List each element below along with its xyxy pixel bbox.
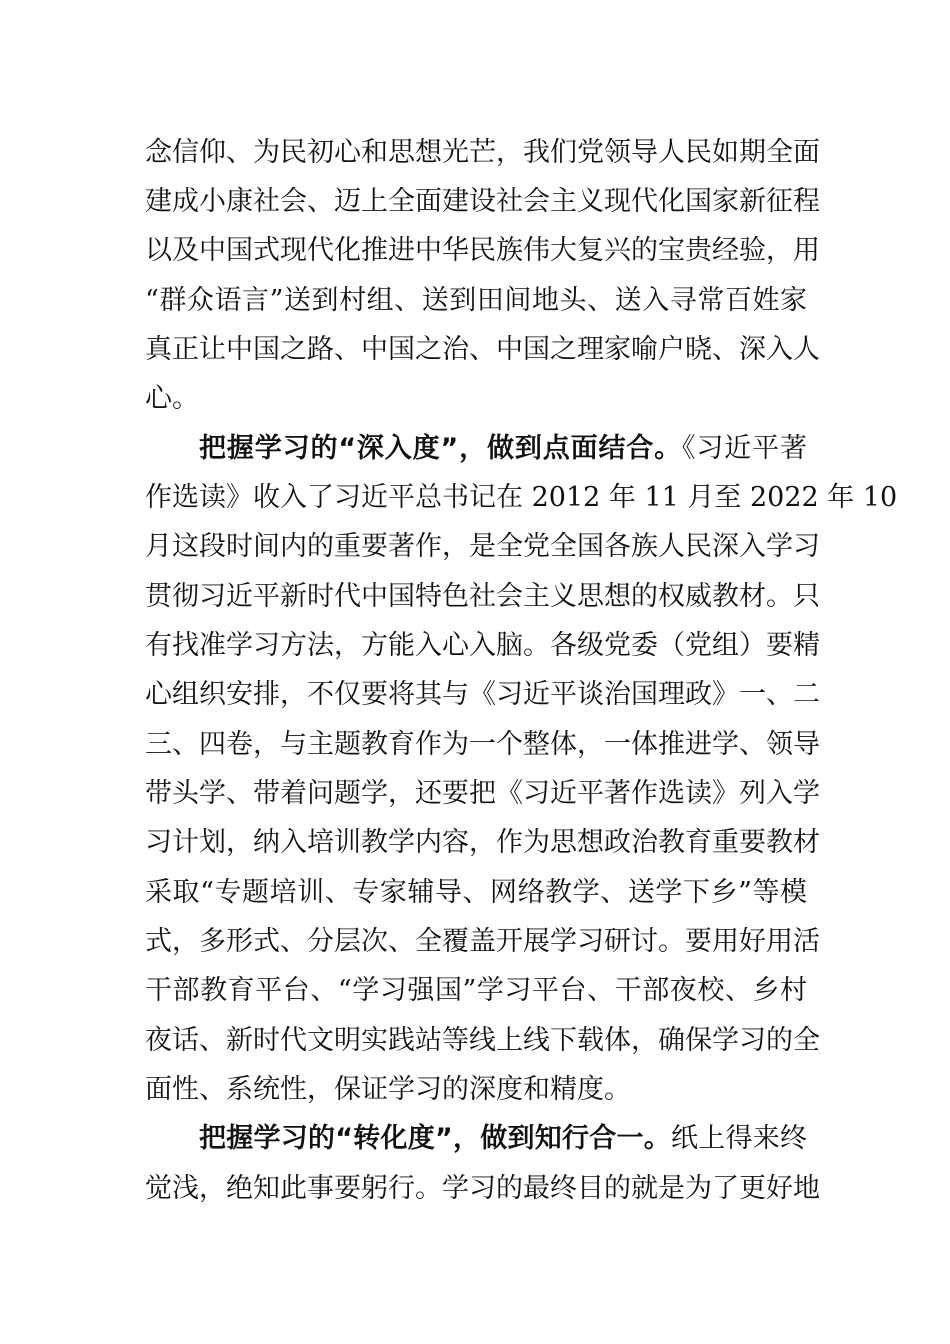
paragraph-text: 《习近平著 [682,433,808,464]
paragraph-line: 带头学、带着问题学，还要把《习近平著作选读》列入学 [145,778,820,809]
paragraph-line: 夜话、新时代文明实践站等线上线下载体，确保学习的全 [145,1025,820,1056]
paragraph-line: “群众语言”送到村组、送到田间地头、送入寻常百姓家 [145,285,807,316]
paragraph-line: 贯彻习近平新时代中国特色社会主义思想的权威教材。只 [145,581,820,612]
paragraph-first-line [199,424,807,474]
paragraph-line: 建成小康社会、迈上全面建设社会主义现代化国家新征程 [145,186,820,217]
paragraph-line: 习计划，纳入培训教学内容，作为思想政治教育重要教材 [145,827,820,858]
paragraph-line: 有找准学习方法，方能入心入脑。各级党委（党组）要精 [145,630,820,661]
paragraph-line: 面性、系统性，保证学习的深度和精度。 [145,1074,631,1105]
paragraph-line: 干部教育平台、“学习强国”学习平台、干部夜校、乡村 [145,975,807,1006]
paragraph-line: 真正让中国之路、中国之治、中国之理家喻户晓、深入人 [145,334,820,365]
paragraph-heading: 把握学习的“转化度”，做到知行合一。 [199,1123,671,1154]
paragraph-line: 念信仰、为民初心和思想光芒，我们党领导人民如期全面 [145,137,820,168]
paragraph-line: 心组织安排，不仅要将其与《习近平谈治国理政》一、二 [145,679,820,710]
paragraph-first-line [199,1114,807,1164]
paragraph-line: 式，多形式、分层次、全覆盖开展学习研讨。要用好用活 [145,926,820,957]
paragraph-line: 月这段时间内的重要著作，是全党全国各族人民深入学习 [145,531,820,562]
paragraph-line: 觉浅，绝知此事要躬行。学习的最终目的就是为了更好地 [145,1173,820,1204]
paragraph-text: 纸上得来终 [671,1123,807,1154]
paragraph-line: 三、四卷，与主题教育作为一个整体，一体推进学、领导 [145,729,820,760]
paragraph-line: 以及中国式现代化推进中华民族伟大复兴的宝贵经验，用 [145,235,820,266]
paragraph-line: 作选读》收入了习近平总书记在 2012 年 11 月至 2022 年 10 [145,482,898,513]
paragraph-heading: 把握学习的“深入度”，做到点面结合。 [199,433,683,464]
paragraph-line: 心。 [145,383,199,414]
paragraph-line: 采取“专题培训、专家辅导、网络教学、送学下乡”等模 [145,877,807,908]
